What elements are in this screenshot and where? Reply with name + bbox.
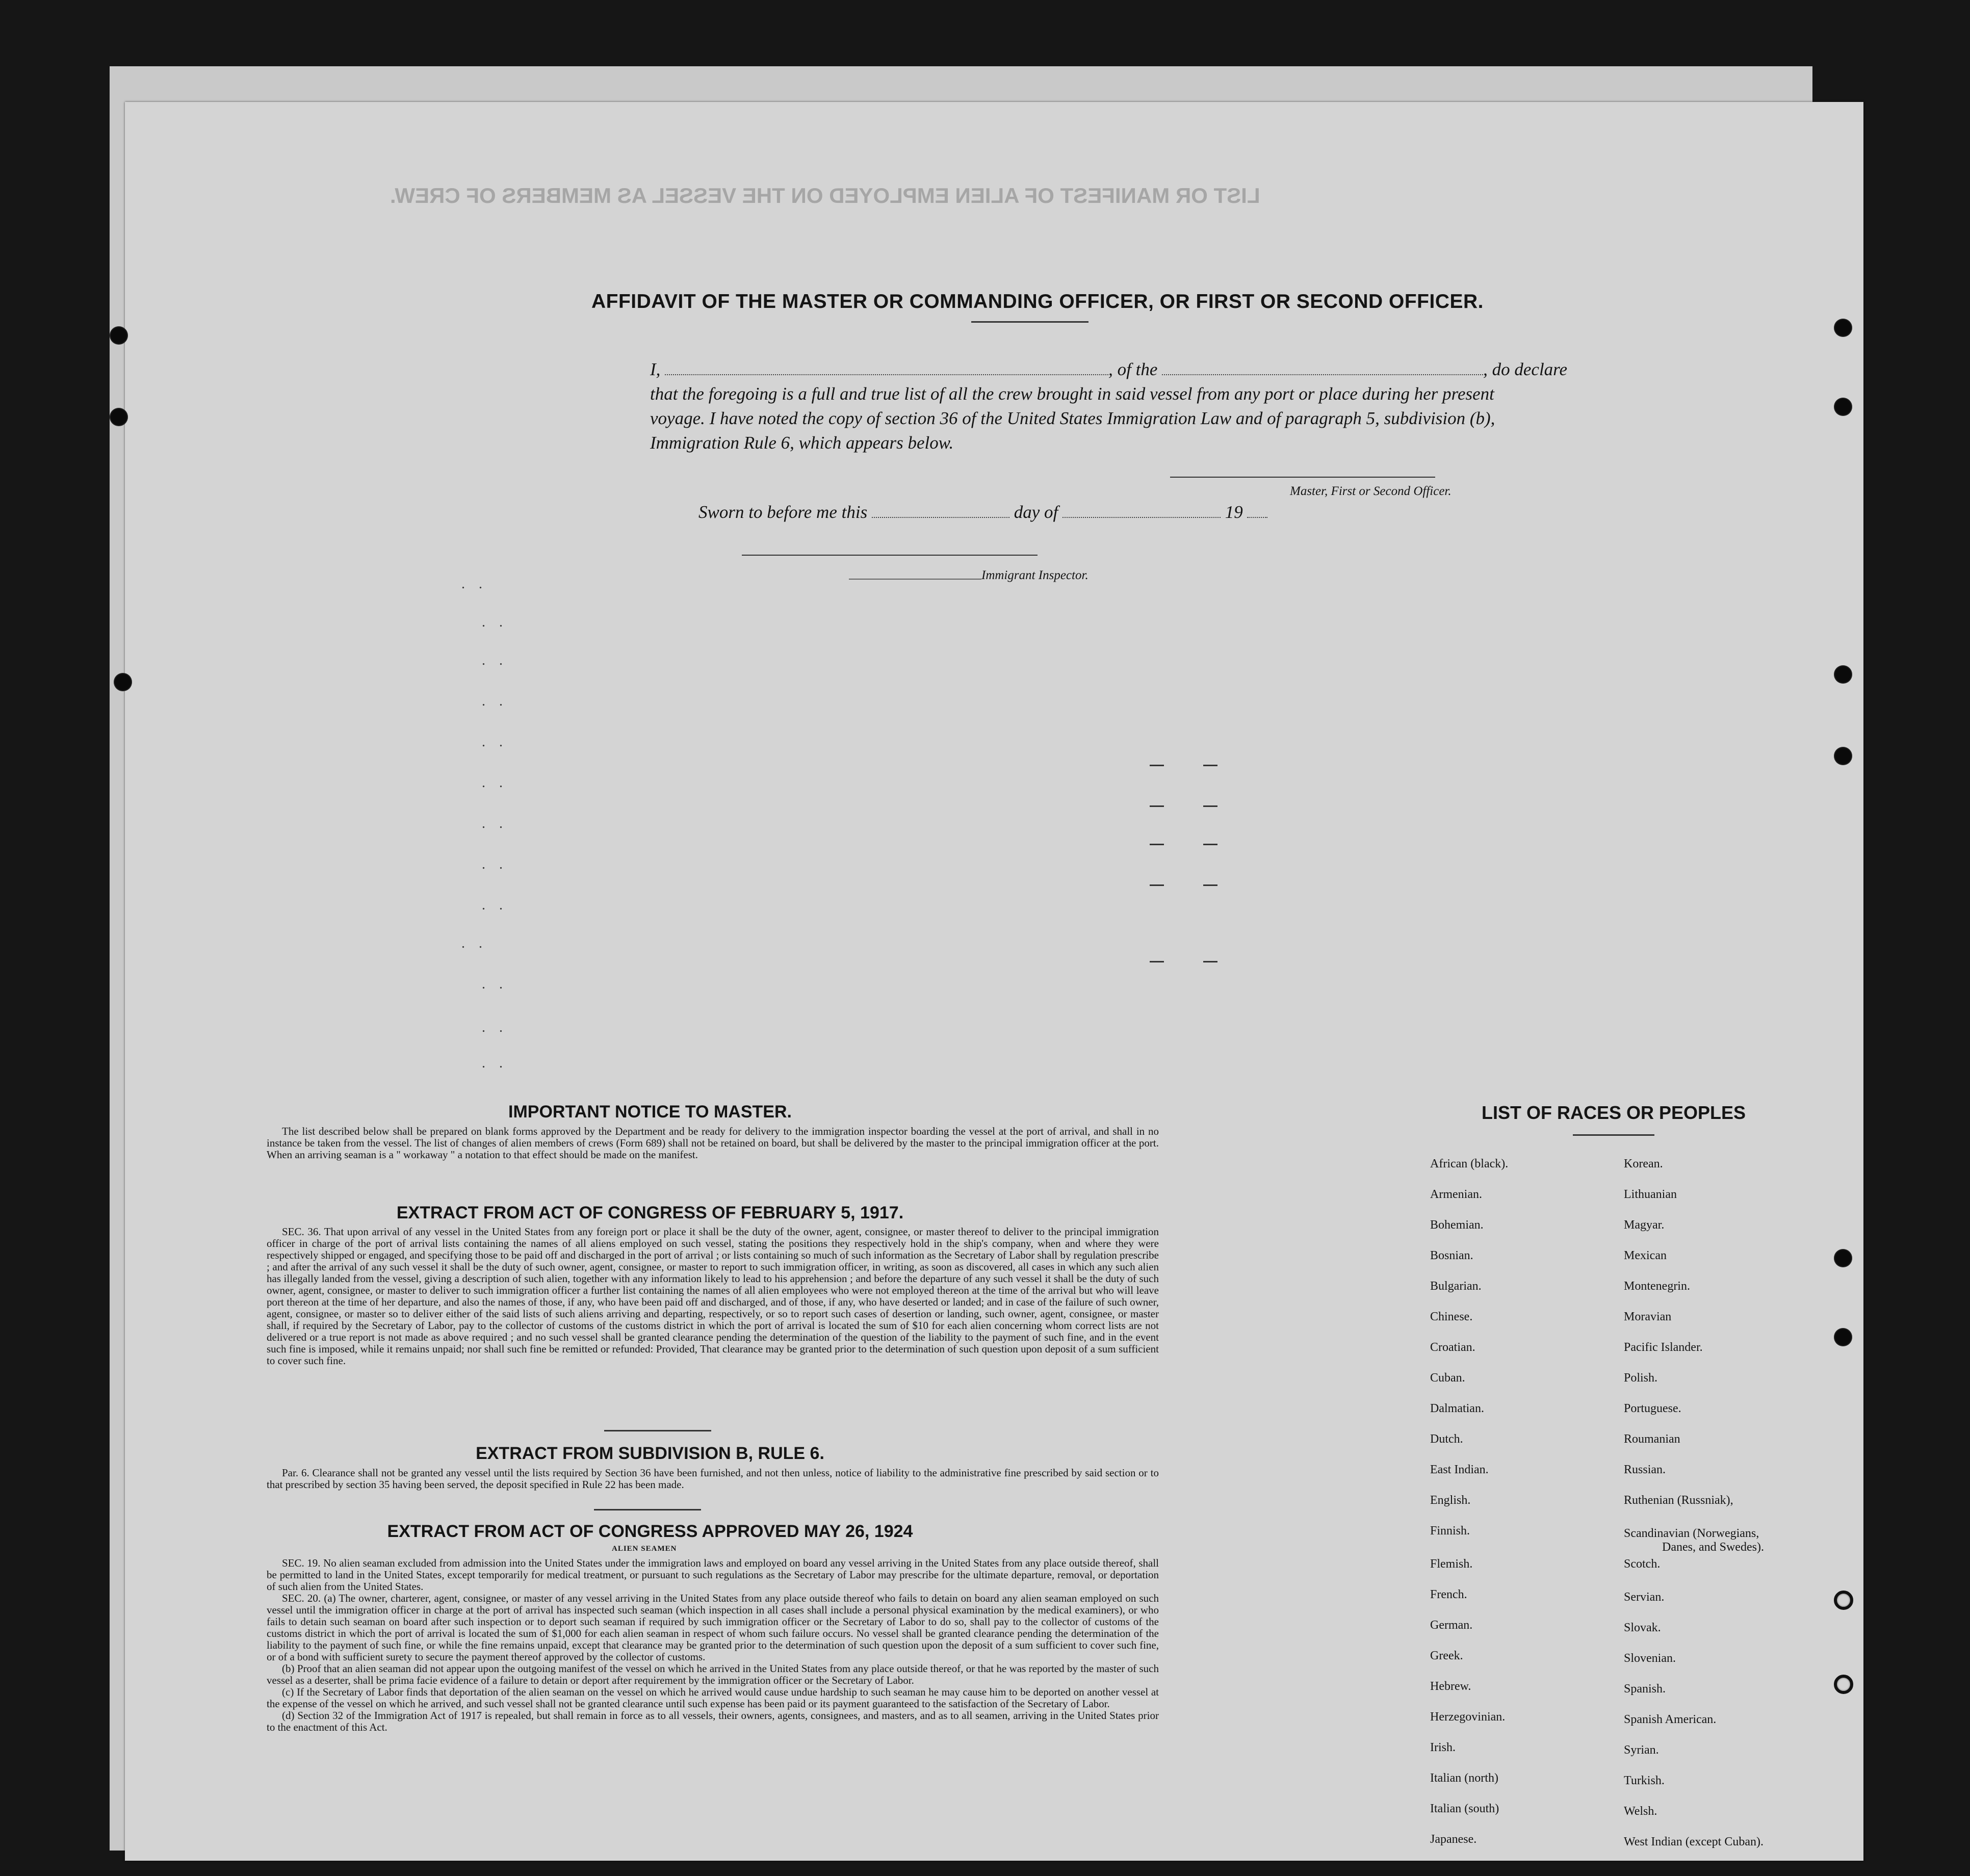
- race-item: Cuban.: [1430, 1371, 1465, 1385]
- divider: [971, 321, 1088, 323]
- affidavit-of-the: , of the: [1108, 359, 1158, 379]
- notice-paragraph: The list described below shall be prepared on blank forms approved by the Department and be ready for delivery to the immigration inspector boarding the vessel at the port of arrival, and shall in no instance be taken from the vessel. The list of changes of alien members of crews (Form 689) shall not be retained on board, but shall be delivered by the master to the principal immigration officer at the port. When an arriving seaman is a " workaway " a notation to that effect should be made on the manifest.: [267, 1125, 1159, 1161]
- race-item: Japanese.: [1430, 1833, 1477, 1846]
- sworn-line: [698, 502, 1267, 523]
- race-item: Magyar.: [1624, 1218, 1665, 1232]
- manifest-page: [125, 102, 1863, 1861]
- row-marker: . .: [482, 653, 508, 668]
- race-item: Chinese.: [1430, 1310, 1473, 1323]
- act-1917-paragraph: SEC. 36. That upon arrival of any vessel in the United States from any foreign port or place it shall be the duty of the owner, agent, consignee, or master thereof to deliver to the principal immigration officer in charge of the port of arrival lists containing the names of all aliens employed on such vessel, stating the positions they respectively hold in the ship's company, when and where they were respectively shipped or engaged, and specifying those to be paid off and discharged in the port of arrival ; or lists containing so much of such information as the Secretary of Labor shall by regulation prescribe ; and after the arrival of any such vessel it shall be the duty of such owner, agent, consignee, or master to report to such immigration officer, in writing, as soon as discovered, all cases in which any such alien has illegally landed from the vessel, giving a description of such alien, together with any information likely to lead to his apprehension ; and before the departure of any such vessel it shall be the duty of such owner, agent, consignee, or master to deliver to such immigration officer a further list containing the names of all alien employees who were not employed thereon at the time of the arrival but who will leave port thereon at the time of her departure, and also the names of those, if any, who have been paid off and discharged, and of those, if any, who have deserted or landed; and in case of the failure of such owner, agent, consignee, or master so to deliver either of the said lists of such aliens arriving and departing, respectively, or so to report such cases of desertion or landing, such owner, agent, consignee, or master shall, if required by the Secretary of Labor, pay to the collector of customs of the customs district in which the port of arrival is located the sum of $10 for each alien concerning whom correct lists are not delivered or a true report is not made as above required ; and no such vessel shall be granted clearance pending the determination of the question of the liability to the payment of such fine, and in the event such fine is imposed, while it remains unpaid; nor shall such fine be remitted or refunded: Provided, That clearance may be granted prior to the determination of such question upon deposit of a sum sufficient to cover such fine.: [267, 1226, 1159, 1367]
- notice-text: [267, 1126, 1159, 1161]
- punch-hole: [1834, 665, 1852, 684]
- dash-mark: [1203, 765, 1217, 766]
- divider: [594, 1509, 701, 1510]
- year-blank: [1247, 505, 1267, 518]
- race-item: Croatian.: [1430, 1341, 1475, 1354]
- race-item: Lithuanian: [1624, 1188, 1677, 1201]
- punch-hole: [114, 673, 132, 691]
- dash-mark: [1150, 805, 1164, 807]
- race-item: Bulgarian.: [1430, 1280, 1482, 1293]
- affidavit-i: I,: [650, 359, 661, 379]
- act-1917-text: [267, 1226, 1159, 1367]
- race-item: West Indian (except Cuban).: [1624, 1835, 1764, 1848]
- immigrant-inspector-label: Immigrant Inspector.: [981, 568, 1088, 582]
- race-item: Dalmatian.: [1430, 1402, 1484, 1415]
- act-1924-title: EXTRACT FROM ACT OF CONGRESS APPROVED MAY 26, 1924: [387, 1522, 913, 1541]
- affidavit-line-4: Immigration Rule 6, which appears below.: [650, 433, 954, 453]
- race-item: German.: [1430, 1619, 1473, 1632]
- race-item: Russian.: [1624, 1463, 1666, 1476]
- act-1917-title: EXTRACT FROM ACT OF CONGRESS OF FEBRUARY 5, 1917.: [396, 1203, 904, 1222]
- race-item: Servian.: [1624, 1591, 1665, 1604]
- race-item: Syrian.: [1624, 1743, 1659, 1757]
- day-blank: [872, 505, 1009, 518]
- race-item: Flemish.: [1430, 1557, 1473, 1571]
- races-title: LIST OF RACES OR PEOPLES: [1481, 1102, 1746, 1123]
- sworn-text: Sworn to before me this: [698, 502, 868, 522]
- race-item: French.: [1430, 1588, 1467, 1601]
- race-item: Montenegrin.: [1624, 1280, 1690, 1293]
- row-marker: . .: [461, 576, 487, 592]
- race-item: Portuguese.: [1624, 1402, 1681, 1415]
- act-1924-sec20c: (c) If the Secretary of Labor finds that deportation of the alien seaman on the vessel on which he arrived would cause undue hardship to such seaman he may cause him to be deported on another vessel at the expense of the vessel on which he arrived, and such vessel shall not be granted clearance until such expense has been paid or its payment guaranteed to the satisfaction of the Secretary of Labor.: [267, 1686, 1159, 1710]
- race-item-continued: Danes, and Swedes).: [1662, 1541, 1764, 1554]
- master-signature-label: Master, First or Second Officer.: [1290, 484, 1451, 498]
- affidavit-line-3: voyage. I have noted the copy of section 36 of the United States Immigration Law and of paragraph 5, subdivision (b),: [650, 408, 1495, 428]
- row-marker: . .: [482, 614, 508, 630]
- row-marker: . .: [482, 1020, 508, 1035]
- act-1924-sec20a: SEC. 20. (a) The owner, charterer, agent, consignee, or master of any vessel arriving in the United States from any place outside thereof who fails to detain on board any alien seaman employed on such vessel until the immigration officer in charge at the port of arrival has inspected such seaman (which inspection in all cases shall include a personal physical examination by the medical examiners), or who fails to detain such seaman on board after such inspection or to deport such seaman if required by such immigration officer or the Secretary of Labor to do so, shall pay to the collector of customs of the customs district in which the port of arrival is located the sum of $1,000 for each alien seaman in respect of whom such failure occurs. No vessel shall be granted clearance pending the determination of the liability to the payment of such fine, or while the fine remains unpaid, except that clearance may be granted prior to the determination of such question upon the deposit of a sum sufficient to cover such fine, or of a bond with sufficient surety to secure the payment thereof approved by the collector of customs.: [267, 1592, 1159, 1663]
- ghost-header: LIST OR MANIFEST OF ALIEN EMPLOYED ON THE VESSEL AS MEMBERS OF CREW.: [390, 184, 1260, 207]
- punch-hole: [1834, 747, 1852, 765]
- race-item: Italian (south): [1430, 1802, 1499, 1815]
- race-item: Pacific Islander.: [1624, 1341, 1703, 1354]
- row-marker: . .: [482, 734, 508, 750]
- affidavit-line-1: [650, 359, 1567, 380]
- punch-hole: [1834, 398, 1852, 416]
- rule-6-title: EXTRACT FROM SUBDIVISION B, RULE 6.: [476, 1444, 824, 1463]
- race-item: Turkish.: [1624, 1774, 1665, 1787]
- race-item: Slovenian.: [1624, 1652, 1676, 1665]
- punch-hole: [110, 408, 128, 426]
- race-item: Bohemian.: [1430, 1218, 1484, 1232]
- race-item: Slovak.: [1624, 1621, 1661, 1634]
- act-1924-sec19: SEC. 19. No alien seaman excluded from admission into the United States under the immigration laws and employed on board any vessel arriving in the United States from any place outside thereof, shall be permitted to land in the United States, except temporarily for medical treatment, or pursuant to such regulations as the Secretary of Labor may prescribe for the ultimate departure, removal, or deportation of such alien from the United States.: [267, 1557, 1159, 1593]
- dash-mark: [1203, 844, 1217, 845]
- race-item: Spanish.: [1624, 1682, 1666, 1696]
- race-item: Polish.: [1624, 1371, 1658, 1385]
- race-item: Hebrew.: [1430, 1680, 1471, 1693]
- dash-mark: [1150, 844, 1164, 845]
- race-item: Bosnian.: [1430, 1249, 1473, 1262]
- notice-title: IMPORTANT NOTICE TO MASTER.: [508, 1102, 792, 1122]
- race-item: Italian (north): [1430, 1771, 1498, 1785]
- race-item: Dutch.: [1430, 1432, 1463, 1446]
- act-1924-sec20b: (b) Proof that an alien seaman did not appear upon the outgoing manifest of the vessel on which he arrived in the United States from any place outside thereof, or that he was reported by the master of such vessel as a deserter, shall be prima facie evidence of a failure to detain or deport after requirement by the immigration officer or the Secretary of Labor.: [267, 1662, 1159, 1686]
- divider: [604, 1430, 711, 1431]
- day-of-text: day of: [1014, 502, 1058, 522]
- punch-hole: [1834, 319, 1852, 337]
- race-item: Greek.: [1430, 1649, 1463, 1662]
- race-item: Irish.: [1430, 1741, 1456, 1754]
- race-item: East Indian.: [1430, 1463, 1489, 1476]
- row-marker: . .: [461, 935, 487, 951]
- race-item: Armenian.: [1430, 1188, 1482, 1201]
- row-marker: . .: [482, 693, 508, 709]
- race-item: Moravian: [1624, 1310, 1672, 1323]
- punch-hole: [1834, 1675, 1853, 1694]
- alien-seamen-heading: ALIEN SEAMEN: [612, 1545, 677, 1553]
- vessel-blank: [1162, 362, 1483, 375]
- race-item: Spanish American.: [1624, 1713, 1717, 1726]
- dash-mark: [1150, 884, 1164, 886]
- punch-hole: [1834, 1591, 1853, 1610]
- race-item: Roumanian: [1624, 1432, 1680, 1446]
- row-marker: . .: [482, 976, 508, 992]
- affidavit-line-2: that the foregoing is a full and true list of all the crew brought in said vessel from any port or place during her present: [650, 384, 1494, 404]
- dash-mark: [1150, 765, 1164, 766]
- row-marker: . .: [482, 856, 508, 872]
- race-item: Scandinavian (Norwegians,: [1624, 1527, 1759, 1540]
- name-blank: [665, 362, 1108, 375]
- inspector-line-short: [849, 579, 981, 580]
- month-blank: [1062, 505, 1221, 518]
- rule-6-text: [267, 1467, 1159, 1491]
- year-prefix: 19: [1225, 502, 1243, 522]
- race-item: Herzegovinian.: [1430, 1710, 1506, 1724]
- act-1924-text: [267, 1557, 1159, 1733]
- dash-mark: [1203, 961, 1217, 962]
- race-item: African (black).: [1430, 1157, 1509, 1170]
- race-item: Finnish.: [1430, 1524, 1470, 1538]
- row-marker: . .: [482, 897, 508, 913]
- race-item: Mexican: [1624, 1249, 1667, 1262]
- row-marker: . .: [482, 816, 508, 831]
- punch-hole: [110, 326, 128, 345]
- dash-mark: [1150, 961, 1164, 962]
- dash-mark: [1203, 805, 1217, 807]
- row-marker: . .: [482, 1055, 508, 1071]
- inspector-line: [742, 555, 1038, 556]
- dash-mark: [1203, 884, 1217, 886]
- race-item: Ruthenian (Russniak),: [1624, 1494, 1733, 1507]
- punch-hole: [1834, 1249, 1852, 1267]
- row-marker: . .: [482, 775, 508, 791]
- race-item: Welsh.: [1624, 1805, 1657, 1818]
- divider: [1573, 1134, 1654, 1136]
- race-item: English.: [1430, 1494, 1471, 1507]
- signature-line: [1170, 477, 1435, 478]
- race-item: Scotch.: [1624, 1557, 1661, 1571]
- race-item: Korean.: [1624, 1157, 1663, 1170]
- rule-6-paragraph: Par. 6. Clearance shall not be granted any vessel until the lists required by Section 36 have been furnished, and not then unless, notice of liability to the administrative fine prescribed by said section or to that prescribed by section 35 having been served, the deposit specified in Rule 22 has been made.: [267, 1467, 1159, 1491]
- affidavit-declare: , do declare: [1483, 359, 1568, 379]
- act-1924-sec20d: (d) Section 32 of the Immigration Act of 1917 is repealed, but shall remain in force as to all vessels, their owners, agents, consignees, and masters, and as to all seamen, arriving in the United States prior to the enactment of this Act.: [267, 1709, 1159, 1733]
- punch-hole: [1834, 1328, 1852, 1346]
- affidavit-title: AFFIDAVIT OF THE MASTER OR COMMANDING OFFICER, OR FIRST OR SECOND OFFICER.: [591, 291, 1484, 312]
